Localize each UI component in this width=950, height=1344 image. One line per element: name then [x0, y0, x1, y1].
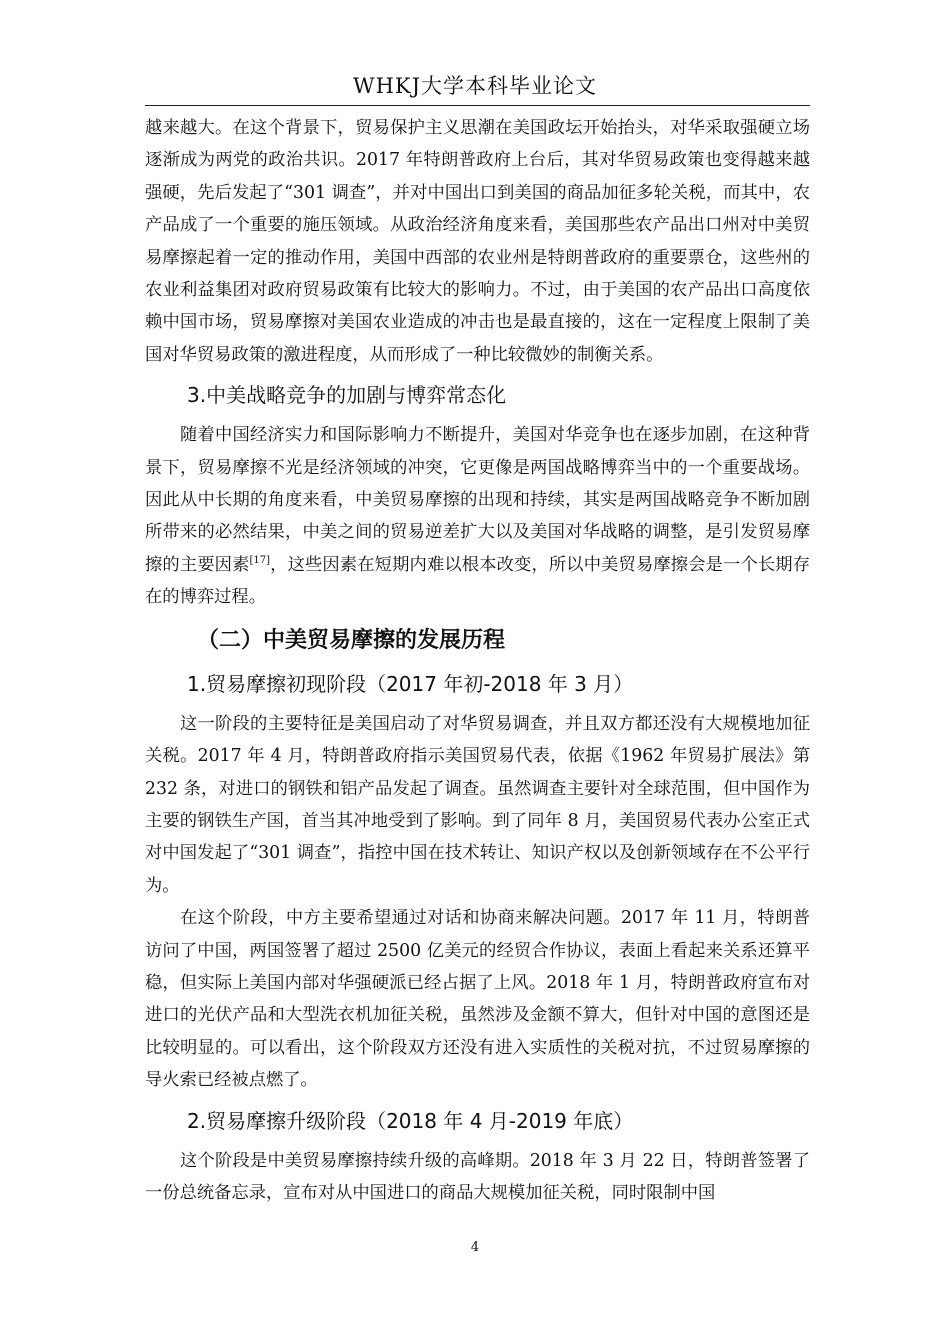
- paragraph: [145, 419, 810, 613]
- paragraph: 这个阶段是中美贸易摩擦持续升级的高峰期。2018 年 3 月 22 日，特朗普签署了一份总统备忘录，宣布对从中国进口的商品大规模加征关税，同时限制中国: [145, 1150, 810, 1203]
- subsection-heading: 2.贸易摩擦升级阶段（2018 年 4 月-2019 年底）: [187, 1108, 634, 1133]
- body-text: [145, 112, 810, 1209]
- subsection-heading: 3.中美战略竞争的加剧与博弈常态化: [187, 383, 507, 408]
- running-header: WHKJ大学本科毕业论文: [352, 74, 597, 98]
- section-heading: （二）中美贸易摩擦的发展历程: [197, 627, 506, 653]
- paragraph: 越来越大。在这个背景下，贸易保护主义思潮在美国政坛开始抬头，对华采取强硬立场逐渐成为两党的政治共识。2017 年特朗普政府上台后，其对华贸易政策也变得越来越强硬，先后发起了“301 调查”，并对中国出口到美国的商品加征多轮关税，而其中，农产品成了一个重要的施压领域。从政治经济角度来看，美国那些农产品出口州对中美贸易摩擦起着一定的推动作用，美国中西部的农业州是特朗普政府的重要票仓，这些州的农业利益集团对政府贸易政策有比较大的影响力。不过，由于美国的农产品出口高度依赖中国市场，贸易摩擦对美国农业造成的冲击也是最直接的，这在一定程度上限制了美国对华贸易政策的激进程度，从而形成了一种比较微妙的制衡关系。: [145, 118, 810, 365]
- paragraph: 在这个阶段，中方主要希望通过对话和协商来解决问题。2017 年 11 月，特朗普访问了中国，两国签署了超过 2500 亿美元的经贸合作协议，表面上看起来关系还算平稳，但实际上美国内部对华强硬派已经占据了上风。2018 年 1 月，特朗普政府宣布对进口的光伏产品和大型洗衣机加征关税，虽然涉及金额不算大，但针对中国的意图还是比较明显的。可以看出，这个阶段双方还没有进入实质性的关税对抗，不过贸易摩擦的导火索已经被点燃了。: [145, 908, 810, 1091]
- citation-marker: [17]: [249, 555, 271, 567]
- page-number: 4: [470, 1240, 480, 1255]
- paragraph-text: 随着中国经济实力和国际影响力不断提升，美国对华竞争也在逐步加剧，在这种背景下，贸易摩擦不光是经济领域的冲突，它更像是两国战略博弈当中的一个重要战场。因此从中长期的角度来看，中美贸易摩擦的出现和持续，其实是两国战略竞争不断加剧所带来的必然结果，中美之间的贸易逆差扩大以及美国对华战略的调整，是引发贸易摩擦的主要因素: [145, 425, 810, 575]
- subsection-heading: 1.贸易摩擦初现阶段（2017 年初-2018 年 3 月）: [187, 671, 634, 696]
- header-rule: [145, 105, 810, 106]
- paragraph: 这一阶段的主要特征是美国启动了对华贸易调查，并且双方都还没有大规模地加征关税。2017 年 4 月，特朗普政府指示美国贸易代表，依据《1962 年贸易扩展法》第 232 条，对进口的钢铁和铝产品发起了调查。虽然调查主要针对全球范围，但中国作为主要的钢铁生产国，首当其冲地受到了影响。到了同年 8 月，美国贸易代表办公室正式对中国发起了“301 调查”，指控中国在技术转让、知识产权以及创新领域存在不公平行为。: [145, 713, 810, 896]
- paragraph-text: ，这些因素在短期内难以根本改变，所以中美贸易摩擦会是一个长期存在的博弈过程。: [145, 554, 810, 608]
